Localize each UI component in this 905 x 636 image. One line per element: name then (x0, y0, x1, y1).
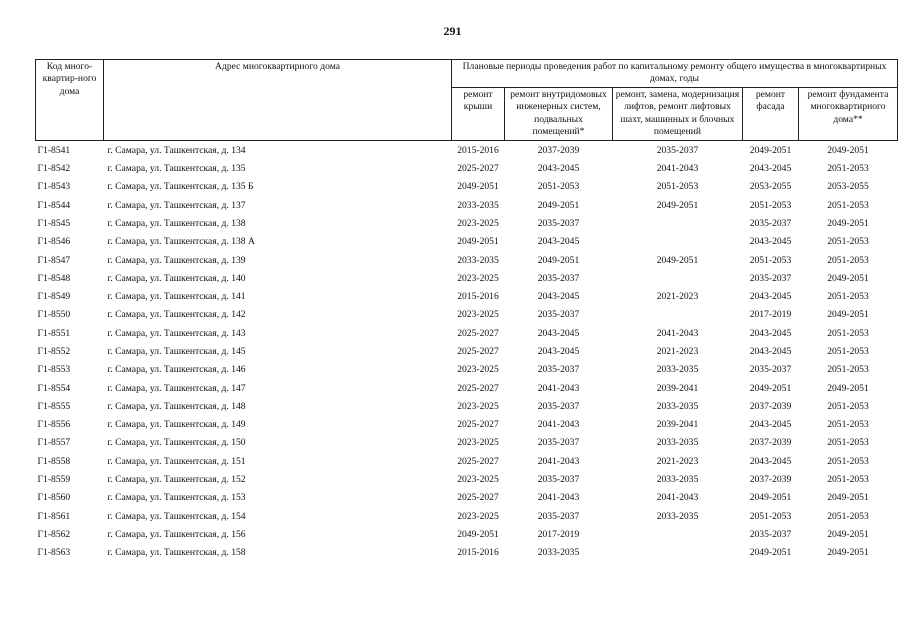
page-number: 291 (443, 24, 462, 38)
cell-foundation: 2051-2053 (827, 455, 869, 467)
cell-code: Г1-8561 (37, 510, 71, 522)
cell-address: г. Самара, ул. Ташкентская, д. 152 (107, 474, 246, 486)
cell-facade: 2037-2039 (749, 400, 792, 412)
cell-foundation: 2051-2053 (827, 163, 869, 175)
cell-code: Г1-8556 (37, 419, 71, 431)
cell-address: г. Самара, ул. Ташкентская, д. 158 (107, 547, 246, 559)
cell-facade: 2043-2045 (749, 327, 792, 339)
cell-facade: 2035-2037 (749, 528, 792, 540)
cell-address: г. Самара, ул. Ташкентская, д. 141 (107, 291, 246, 303)
cell-facade: 2035-2037 (749, 272, 792, 284)
cell-code: Г1-8546 (37, 236, 71, 248)
cell-address: г. Самара, ул. Ташкентская, д. 145 (107, 345, 246, 357)
cell-foundation: 2049-2051 (827, 217, 869, 229)
cell-address: г. Самара, ул. Ташкентская, д. 142 (107, 309, 246, 321)
cell-foundation: 2051-2053 (827, 236, 869, 248)
cell-facade: 2043-2045 (749, 291, 792, 303)
cell-roof: 2033-2035 (457, 199, 499, 211)
cell-foundation: 2051-2053 (827, 474, 869, 486)
cell-address: г. Самара, ул. Ташкентская, д. 148 (107, 400, 246, 412)
cell-engineering: 2035-2037 (537, 437, 580, 449)
table-row (36, 544, 898, 562)
table-row (36, 343, 898, 361)
cell-roof: 2025-2027 (457, 163, 499, 175)
cell-roof: 2025-2027 (457, 492, 499, 504)
cell-code: Г1-8549 (37, 291, 71, 303)
cell-address: г. Самара, ул. Ташкентская, д. 140 (107, 272, 246, 284)
cell-elevators: 2021-2023 (656, 291, 699, 303)
table-row (36, 160, 898, 178)
table-row (36, 252, 898, 270)
cell-roof: 2025-2027 (457, 327, 499, 339)
table-row (36, 435, 898, 453)
table-row (36, 306, 898, 324)
cell-foundation: 2051-2053 (827, 400, 869, 412)
table-row (36, 453, 898, 471)
cell-engineering: 2033-2035 (537, 547, 580, 559)
table-row (36, 140, 898, 160)
cell-code: Г1-8552 (37, 345, 71, 357)
cell-facade: 2043-2045 (749, 455, 792, 467)
cell-facade: 2051-2053 (749, 199, 792, 211)
cell-code: Г1-8554 (37, 382, 71, 394)
cell-facade: 2043-2045 (749, 419, 792, 431)
cell-engineering: 2017-2019 (537, 528, 580, 540)
cell-elevators: 2039-2041 (656, 382, 699, 394)
cell-roof: 2025-2027 (457, 345, 499, 357)
cell-engineering: 2035-2037 (537, 309, 580, 321)
table-row (36, 508, 898, 526)
cell-code: Г1-8542 (37, 163, 71, 175)
cell-foundation: 2051-2053 (827, 199, 869, 211)
cell-address: г. Самара, ул. Ташкентская, д. 146 (107, 364, 246, 376)
cell-facade: 2043-2045 (749, 236, 792, 248)
cell-address: г. Самара, ул. Ташкентская, д. 134 (107, 144, 246, 156)
header-code: Код много-квартир-ного дома (36, 60, 104, 141)
cell-code: Г1-8558 (37, 455, 71, 467)
cell-elevators (613, 270, 743, 288)
cell-foundation: 2051-2053 (827, 345, 869, 357)
cell-engineering: 2041-2043 (537, 455, 580, 467)
cell-roof: 2023-2025 (457, 474, 499, 486)
cell-foundation: 2053-2055 (827, 181, 869, 193)
cell-facade: 2049-2051 (749, 382, 792, 394)
cell-facade: 2037-2039 (749, 437, 792, 449)
cell-roof: 2023-2025 (457, 364, 499, 376)
cell-address: г. Самара, ул. Ташкентская, д. 149 (107, 419, 246, 431)
cell-engineering: 2049-2051 (537, 199, 580, 211)
cell-roof: 2023-2025 (457, 217, 499, 229)
cell-foundation: 2051-2053 (827, 291, 869, 303)
cell-elevators: 2041-2043 (656, 327, 699, 339)
cell-address: г. Самара, ул. Ташкентская, д. 138 А (107, 236, 255, 248)
cell-roof: 2023-2025 (457, 309, 499, 321)
cell-elevators (613, 233, 743, 251)
cell-roof: 2025-2027 (457, 419, 499, 431)
cell-facade: 2035-2037 (749, 364, 792, 376)
cell-facade: 2051-2053 (749, 254, 792, 266)
table-row (36, 380, 898, 398)
cell-facade: 2035-2037 (749, 217, 792, 229)
cell-address: г. Самара, ул. Ташкентская, д. 147 (107, 382, 246, 394)
cell-elevators (613, 526, 743, 544)
cell-roof: 2025-2027 (457, 382, 499, 394)
cell-address: г. Самара, ул. Ташкентская, д. 138 (107, 217, 246, 229)
cell-engineering: 2035-2037 (537, 474, 580, 486)
cell-elevators: 2033-2035 (656, 400, 699, 412)
header-address: Адрес многоквартирного дома (104, 60, 452, 141)
cell-facade: 2049-2051 (749, 144, 792, 156)
cell-address: г. Самара, ул. Ташкентская, д. 151 (107, 455, 246, 467)
table-row (36, 398, 898, 416)
cell-foundation: 2049-2051 (827, 492, 869, 504)
cell-engineering: 2037-2039 (537, 144, 580, 156)
cell-code: Г1-8544 (37, 199, 71, 211)
header-roof: ремонт крыши (452, 87, 505, 140)
cell-address: г. Самара, ул. Ташкентская, д. 135 Б (107, 181, 254, 193)
cell-engineering: 2041-2043 (537, 419, 580, 431)
cell-roof: 2015-2016 (457, 144, 499, 156)
cell-elevators: 2039-2041 (656, 419, 699, 431)
cell-engineering: 2049-2051 (537, 254, 580, 266)
header-facade: ремонт фасада (743, 87, 799, 140)
cell-roof: 2049-2051 (457, 181, 499, 193)
cell-roof: 2023-2025 (457, 510, 499, 522)
cell-elevators (613, 215, 743, 233)
cell-elevators: 2041-2043 (656, 163, 699, 175)
header-row-top (36, 60, 898, 88)
cell-elevators: 2033-2035 (656, 364, 699, 376)
cell-facade: 2053-2055 (749, 181, 792, 193)
cell-elevators: 2021-2023 (656, 455, 699, 467)
cell-roof: 2015-2016 (457, 547, 499, 559)
table-row (36, 178, 898, 196)
cell-roof: 2025-2027 (457, 455, 499, 467)
cell-elevators: 2035-2037 (656, 144, 699, 156)
cell-engineering: 2035-2037 (537, 217, 580, 229)
cell-engineering: 2035-2037 (537, 510, 580, 522)
cell-address: г. Самара, ул. Ташкентская, д. 153 (107, 492, 246, 504)
cell-foundation: 2049-2051 (827, 144, 869, 156)
cell-foundation: 2049-2051 (827, 528, 869, 540)
cell-elevators: 2051-2053 (656, 181, 699, 193)
table-row (36, 526, 898, 544)
cell-address: г. Самара, ул. Ташкентская, д. 139 (107, 254, 246, 266)
cell-address: г. Самара, ул. Ташкентская, д. 137 (107, 199, 246, 211)
cell-foundation: 2049-2051 (827, 272, 869, 284)
header-foundation: ремонт фундамента многоквартирного дома** (799, 87, 898, 140)
cell-elevators: 2033-2035 (656, 510, 699, 522)
cell-engineering: 2043-2045 (537, 291, 580, 303)
header-engineering: ремонт внутридомовых инженерных систем, подвальных помещений* (505, 87, 613, 140)
cell-roof: 2015-2016 (457, 291, 499, 303)
cell-elevators: 2033-2035 (656, 474, 699, 486)
table-row (36, 489, 898, 507)
table-row (36, 471, 898, 489)
cell-code: Г1-8559 (37, 474, 71, 486)
cell-facade: 2043-2045 (749, 163, 792, 175)
cell-elevators: 2049-2051 (656, 199, 699, 211)
cell-engineering: 2043-2045 (537, 327, 580, 339)
cell-engineering: 2035-2037 (537, 364, 580, 376)
cell-address: г. Самара, ул. Ташкентская, д. 150 (107, 437, 246, 449)
cell-elevators (613, 544, 743, 562)
cell-code: Г1-8545 (37, 217, 71, 229)
table-row (36, 197, 898, 215)
cell-address: г. Самара, ул. Ташкентская, д. 154 (107, 510, 246, 522)
cell-code: Г1-8541 (37, 144, 71, 156)
cell-foundation: 2051-2053 (827, 327, 869, 339)
table-row (36, 416, 898, 434)
cell-roof: 2023-2025 (457, 272, 499, 284)
header-periods: Плановые периоды проведения работ по капитальному ремонту общего имущества в многоквартирных домах, годы (452, 60, 898, 88)
cell-elevators: 2033-2035 (656, 437, 699, 449)
cell-code: Г1-8555 (37, 400, 71, 412)
cell-elevators: 2049-2051 (656, 254, 699, 266)
cell-elevators: 2041-2043 (656, 492, 699, 504)
cell-foundation: 2049-2051 (827, 309, 869, 321)
cell-elevators: 2021-2023 (656, 345, 699, 357)
cell-facade: 2037-2039 (749, 474, 792, 486)
cell-code: Г1-8563 (37, 547, 71, 559)
cell-code: Г1-8551 (37, 327, 71, 339)
cell-engineering: 2043-2045 (537, 345, 580, 357)
cell-code: Г1-8553 (37, 364, 71, 376)
cell-foundation: 2049-2051 (827, 382, 869, 394)
cell-address: г. Самара, ул. Ташкентская, д. 156 (107, 528, 246, 540)
cell-foundation: 2049-2051 (827, 547, 869, 559)
cell-roof: 2023-2025 (457, 437, 499, 449)
cell-code: Г1-8562 (37, 528, 71, 540)
cell-code: Г1-8547 (37, 254, 71, 266)
cell-code: Г1-8550 (37, 309, 71, 321)
cell-foundation: 2051-2053 (827, 510, 869, 522)
cell-roof: 2023-2025 (457, 400, 499, 412)
table-row (36, 233, 898, 251)
cell-foundation: 2051-2053 (827, 254, 869, 266)
table-row (36, 270, 898, 288)
cell-engineering: 2035-2037 (537, 400, 580, 412)
cell-facade: 2049-2051 (749, 547, 792, 559)
cell-facade: 2043-2045 (749, 345, 792, 357)
cell-facade: 2049-2051 (749, 492, 792, 504)
table-row (36, 361, 898, 379)
cell-foundation: 2051-2053 (827, 437, 869, 449)
cell-roof: 2049-2051 (457, 236, 499, 248)
cell-engineering: 2041-2043 (537, 492, 580, 504)
cell-facade: 2017-2019 (749, 309, 792, 321)
cell-engineering: 2035-2037 (537, 272, 580, 284)
cell-address: г. Самара, ул. Ташкентская, д. 135 (107, 163, 246, 175)
cell-code: Г1-8548 (37, 272, 71, 284)
cell-code: Г1-8543 (37, 181, 71, 193)
cell-engineering: 2043-2045 (537, 236, 580, 248)
table-body (36, 140, 898, 562)
cell-engineering: 2041-2043 (537, 382, 580, 394)
cell-code: Г1-8560 (37, 492, 71, 504)
cell-engineering: 2051-2053 (537, 181, 580, 193)
header-elevators: ремонт, замена, модернизация лифтов, ремонт лифтовых шахт, машинных и блочных помещений (613, 87, 743, 140)
table-row (36, 325, 898, 343)
cell-foundation: 2051-2053 (827, 419, 869, 431)
capital-repair-table (35, 59, 898, 563)
table-row (36, 288, 898, 306)
cell-address: г. Самара, ул. Ташкентская, д. 143 (107, 327, 246, 339)
cell-elevators (613, 306, 743, 324)
cell-roof: 2049-2051 (457, 528, 499, 540)
cell-engineering: 2043-2045 (537, 163, 580, 175)
cell-roof: 2033-2035 (457, 254, 499, 266)
table-row (36, 215, 898, 233)
cell-code: Г1-8557 (37, 437, 71, 449)
cell-foundation: 2051-2053 (827, 364, 869, 376)
cell-facade: 2051-2053 (749, 510, 792, 522)
